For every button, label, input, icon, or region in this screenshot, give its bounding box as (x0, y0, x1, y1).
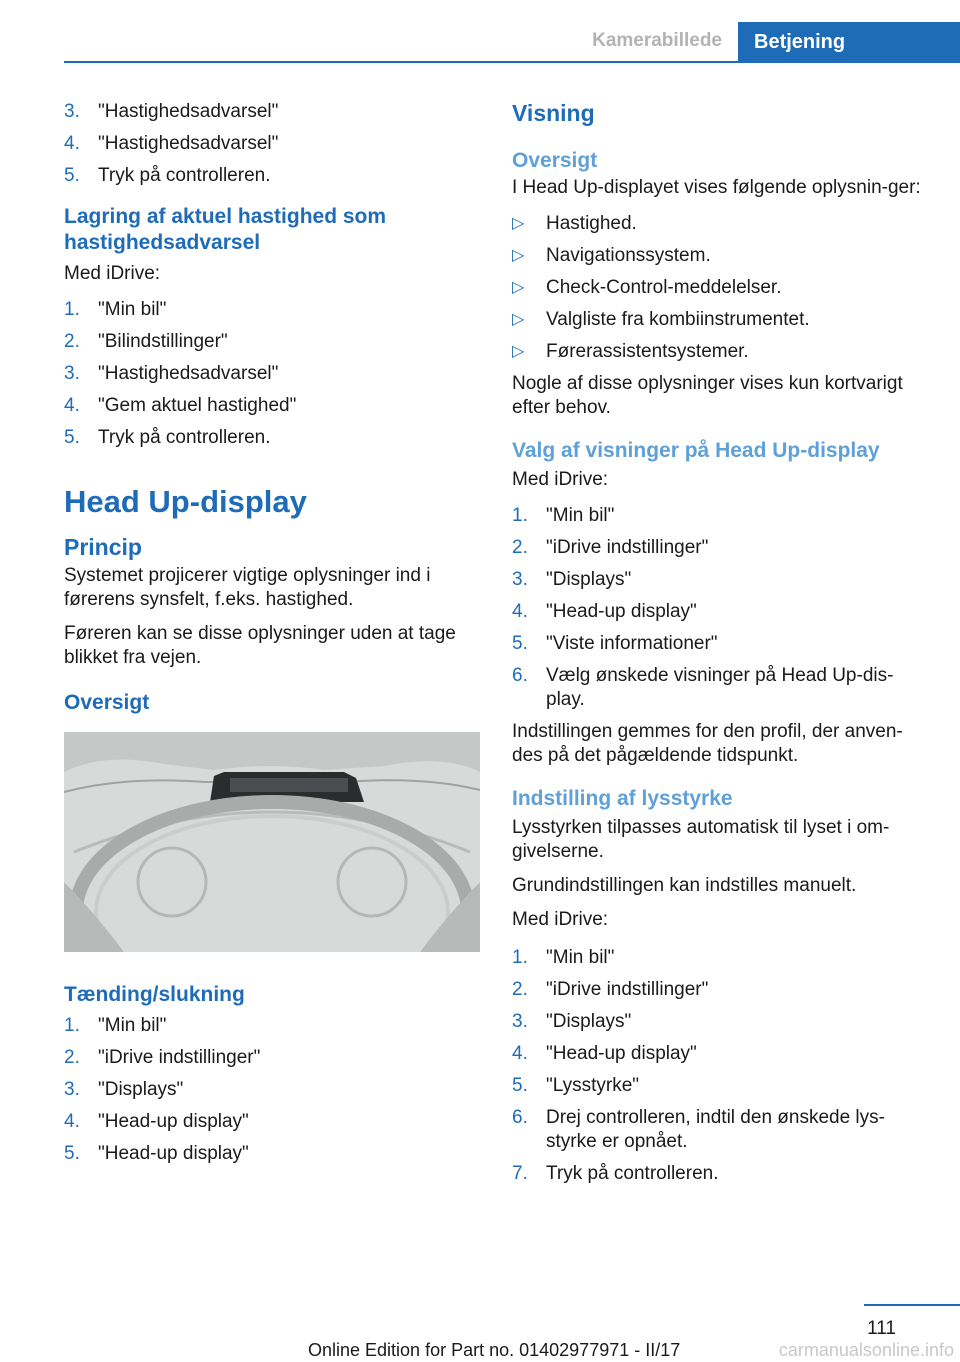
list-item: 5. "Head-up display" (64, 1143, 249, 1164)
list-item: 2. "Bilindstillinger" (64, 331, 228, 352)
list-item: 3. "Displays" (64, 1079, 184, 1100)
list-item: ▷ Hastighed. (512, 213, 637, 234)
select-intro: Med iDrive: (512, 469, 609, 490)
brightness-text-2: Grundindstillingen kan indstilles manuelt. (512, 875, 857, 896)
list-item: ▷ Check-Control-meddelelser. (512, 277, 782, 298)
overview-heading-right: Oversigt (512, 149, 598, 172)
left-column (64, 100, 484, 1174)
principle-text-2: Føreren kan se disse oplysninger uden at tage blikket fra vejen. (64, 623, 456, 668)
brightness-text-1: Lysstyrken tilpasses automatisk til lyset i om-givelserne. (512, 817, 890, 862)
watermark: carmanualsonline.info (778, 1340, 954, 1360)
list-item: 1. "Min bil" (512, 505, 615, 526)
hud-title: Head Up-display (64, 484, 307, 519)
onoff-steps (64, 1014, 484, 1166)
list-item: ▷ Valgliste fra kombiinstrumentet. (512, 309, 810, 330)
overview-note: Nogle af disse oplysninger vises kun kortvarigt efter behov. (512, 373, 903, 418)
triangle-bullet-icon: ▷ (512, 247, 525, 264)
list-item: 4. "Head-up display" (512, 1043, 697, 1064)
overview-intro: I Head Up-displayet vises følgende oplysnin-ger: (512, 177, 921, 198)
list-item: ▷ Navigationssystem. (512, 245, 711, 266)
principle-text-1: Systemet projicerer vigtige oplysninger ind i førerens synsfelt, f.eks. hastighed. (64, 565, 431, 610)
list-item: 3. "Hastighedsadvarsel" (64, 101, 279, 122)
brightness-intro: Med iDrive: (512, 909, 609, 930)
list-item: 5. Tryk på controlleren. (64, 427, 271, 448)
section-label: Kamerabillede (592, 30, 722, 51)
triangle-bullet-icon: ▷ (512, 215, 525, 232)
onoff-heading: Tænding/slukning (64, 983, 245, 1006)
edition-label: Online Edition for Part no. 01402977971 - II/17 (308, 1340, 681, 1360)
triangle-bullet-icon: ▷ (512, 311, 525, 328)
list-item: 1. "Min bil" (64, 1015, 167, 1036)
list-item: 6. Vælg ønskede visninger på Head Up-dis-play. (512, 665, 894, 710)
list-item: 5. "Viste informationer" (512, 633, 718, 654)
list-item: 1. "Min bil" (64, 299, 167, 320)
principle-heading: Princip (64, 534, 142, 560)
steps-top (64, 100, 484, 188)
list-item: 5. "Lysstyrke" (512, 1075, 640, 1096)
display-heading: Visning (512, 100, 595, 126)
dashboard-image (64, 732, 480, 952)
triangle-bullet-icon: ▷ (512, 279, 525, 296)
list-item: 1. "Min bil" (512, 947, 615, 968)
select-note: Indstillingen gemmes for den profil, der anven-des på det pågældende tidspunkt. (512, 721, 903, 766)
page-footer (0, 1300, 960, 1362)
triangle-bullet-icon: ▷ (512, 343, 525, 360)
list-item: 4. "Head-up display" (512, 601, 697, 622)
list-item: 4. "Hastighedsadvarsel" (64, 133, 279, 154)
save-steps (64, 298, 484, 450)
list-item: 3. "Hastighedsadvarsel" (64, 363, 279, 384)
overview-heading: Oversigt (64, 691, 150, 714)
footer-rule (864, 1304, 960, 1306)
save-heading: Lagring af aktuel hastighed som hastighedsadvarsel (64, 205, 387, 254)
chapter-tab[interactable]: Betjening (738, 22, 960, 62)
head-up-display-illustration (64, 732, 480, 952)
list-item: 4. "Gem aktuel hastighed" (64, 395, 297, 416)
select-steps (512, 504, 932, 712)
brightness-heading: Indstilling af lysstyrke (512, 787, 733, 810)
header-rule (64, 61, 960, 63)
select-heading: Valg af visninger på Head Up-display (512, 439, 880, 462)
list-item: 2. "iDrive indstillinger" (64, 1047, 261, 1068)
list-item: 2. "iDrive indstillinger" (512, 537, 709, 558)
info-bullets (512, 212, 932, 364)
page-number: 111 (867, 1318, 896, 1339)
right-column (512, 100, 932, 1194)
list-item: 2. "iDrive indstillinger" (512, 979, 709, 1000)
list-item: 7. Tryk på controlleren. (512, 1163, 719, 1184)
save-intro: Med iDrive: (64, 263, 161, 284)
brightness-steps (512, 946, 932, 1186)
list-item: 3. "Displays" (512, 1011, 632, 1032)
list-item: 5. Tryk på controlleren. (64, 165, 271, 186)
list-item: ▷ Førerassistentsystemer. (512, 341, 749, 362)
list-item: 6. Drej controlleren, indtil den ønskede lys-styrke er opnået. (512, 1107, 885, 1152)
list-item: 3. "Displays" (512, 569, 632, 590)
page-header (0, 0, 960, 62)
list-item: 4. "Head-up display" (64, 1111, 249, 1132)
